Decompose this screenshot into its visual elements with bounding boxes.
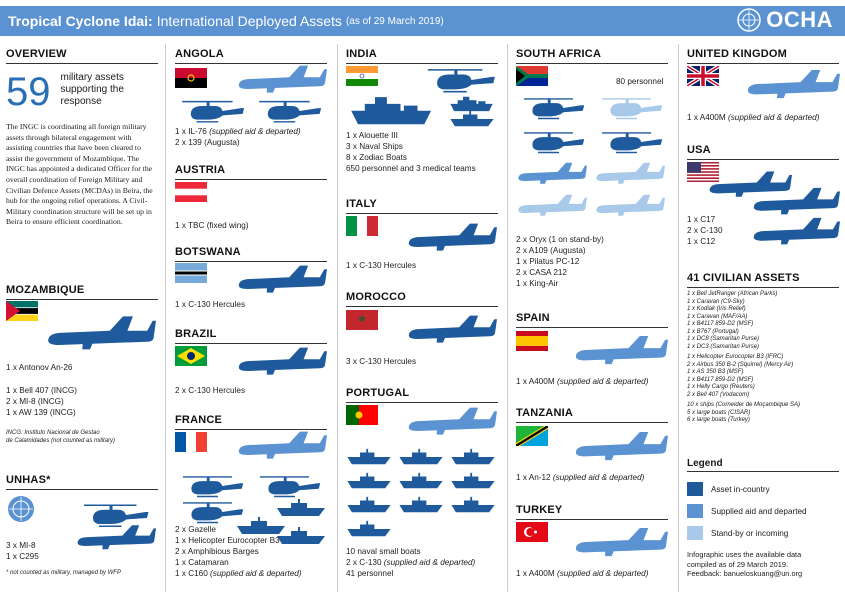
mozambique-assets — [6, 362, 77, 418]
uk-heading: UNITED KINGDOM — [687, 48, 839, 64]
mozambique-asset-3: 2 x MI-8 (INCG) — [6, 397, 64, 406]
italy-section — [346, 198, 498, 214]
civilian-heading: 41 CIVILIAN ASSETS — [687, 272, 839, 288]
zodiac-boat-icon — [448, 110, 496, 128]
c130-plane-icon — [406, 220, 498, 256]
portugal-flag — [346, 405, 378, 425]
small-boat-icon — [346, 472, 392, 490]
austria-heading: AUSTRIA — [175, 164, 327, 180]
pilatus-plane-icon — [516, 160, 588, 188]
south-africa-flag — [516, 66, 548, 86]
overview-section — [6, 48, 158, 228]
austria-asset-1: 1 x TBC (fixed wing) — [175, 221, 249, 230]
france-asset-5: 1 x C160 — [175, 569, 211, 578]
morocco-asset-1: 3 x C-130 Hercules — [346, 357, 417, 366]
civilian-asset-item: 1 x AS 350 B3 (MSF) — [687, 369, 744, 375]
overview-heading: OVERVIEW — [6, 48, 158, 64]
spain-heading: SPAIN — [516, 312, 668, 328]
south-africa-asset-1: 2 x Oryx (1 on stand-by) — [516, 235, 604, 244]
austria-flag — [175, 182, 207, 202]
botswana-heading: BOTSWANA — [175, 246, 327, 262]
botswana-section — [175, 246, 327, 262]
small-boat-icon — [346, 520, 392, 538]
ocha-logo-text: OCHA — [766, 7, 833, 32]
turkey-asset-1-status: (supplied aid & departed) — [556, 569, 649, 578]
portugal-asset-2: 2 x C-130 — [346, 558, 384, 567]
incg-note-line-1: INCG: Instituto Nacional de Gestao — [6, 430, 100, 436]
header-title: International Deployed Assets — [156, 13, 342, 29]
france-heading: FRANCE — [175, 414, 327, 430]
portugal-asset-2-status: (supplied aid & departed) — [383, 558, 476, 567]
civilian-asset-item: 2 x Airbus 350 B-2 (Squirrel) (Mercy Air) — [687, 361, 794, 368]
civilian-asset-item: 1 x Bell JetRanger (African Parks) — [687, 291, 778, 297]
usa-section — [687, 144, 839, 160]
uk-asset-1-status: (supplied aid & departed) — [727, 113, 820, 122]
brazil-section — [175, 328, 327, 344]
morocco-section — [346, 291, 498, 307]
angola-flag — [175, 68, 207, 88]
legend-section — [687, 458, 839, 579]
south-africa-assets — [516, 234, 604, 289]
south-africa-section — [516, 48, 668, 64]
oryx-helicopter-icon — [516, 94, 588, 122]
header-title-bold: Tropical Cyclone Idai: — [8, 13, 153, 29]
angola-heading: ANGOLA — [175, 48, 327, 64]
tanzania-asset-1: 1 x An-12 — [516, 473, 553, 482]
morocco-flag — [346, 310, 378, 330]
legend-item-in-country — [687, 478, 839, 500]
usa-asset-3: 1 x C12 — [687, 237, 716, 246]
civilian-asset-item: 1 x Helicopter Eurocopter B3 (IFRC) — [687, 354, 784, 360]
mozambique-asset-2: 1 x Bell 407 (INCG) — [6, 386, 77, 395]
uk-section — [687, 48, 839, 64]
angola-asset-2: 2 x 139 (Augusta) — [175, 138, 240, 147]
france-asset-3: 2 x Amphibious Barges — [175, 547, 259, 556]
small-boat-icon — [450, 496, 496, 514]
legend-label: Stand-by or incoming — [711, 528, 789, 538]
south-africa-heading: SOUTH AFRICA — [516, 48, 668, 64]
divider — [165, 44, 166, 592]
morocco-heading: MOROCCO — [346, 291, 498, 307]
footer-feedback: Feedback: banueloskuang@un.org — [687, 569, 803, 578]
spain-asset-1: 1 x A400M — [516, 377, 557, 386]
small-boat-icon — [398, 448, 444, 466]
footer-line-1: Infographic uses the available data — [687, 550, 802, 559]
legend-label: Asset in-country — [711, 484, 770, 494]
civilian-asset-item: 1 x B4117 859-D2 (MSF) — [687, 321, 754, 327]
divider — [337, 44, 338, 592]
india-asset-3: 8 x Zodiac Boats — [346, 153, 407, 162]
c130-plane-icon — [406, 312, 498, 348]
incg-note-line-2: de Calamidades (not counted as military) — [6, 437, 116, 444]
casa-plane-icon — [594, 160, 666, 188]
civilian-asset-item: 1 x B767 (Portugal) — [687, 328, 739, 335]
portugal-assets — [346, 546, 475, 579]
south-africa-asset-3: 1 x Pilatus PC-12 — [516, 257, 580, 266]
tanzania-asset-1-status: (supplied aid & departed) — [552, 473, 645, 482]
small-boat-icon — [346, 448, 392, 466]
botswana-flag — [175, 263, 207, 283]
tanzania-flag — [516, 426, 548, 446]
india-section — [346, 48, 498, 64]
tanzania-section — [516, 407, 668, 423]
footer-note — [687, 550, 839, 579]
italy-flag — [346, 216, 378, 236]
france-asset-5-status: (supplied aid & departed) — [210, 569, 302, 578]
south-africa-asset-2: 2 x A109 (Augusta) — [516, 246, 586, 255]
c130-plane-icon — [236, 344, 328, 380]
brazil-heading: BRAZIL — [175, 328, 327, 344]
legend-item-supplied — [687, 500, 839, 522]
oryx-helicopter-icon — [594, 94, 666, 122]
legend-label: Supplied aid and departed — [711, 506, 807, 516]
civilian-asset-item: 1 x Caravan (MAF/AA) — [687, 313, 748, 320]
small-boat-icon — [398, 472, 444, 490]
france-flag — [175, 432, 207, 452]
italy-heading: ITALY — [346, 198, 498, 214]
spain-flag — [516, 331, 548, 351]
a400m-plane-icon — [574, 332, 668, 370]
antonov-plane-icon — [46, 312, 156, 356]
il76-plane-icon — [236, 62, 328, 98]
india-heading: INDIA — [346, 48, 498, 64]
casa-plane-icon — [516, 192, 588, 220]
france-asset-4: 1 x Catamaran — [175, 558, 229, 567]
unhas-note: * not counted as military, managed by WFP — [6, 570, 121, 576]
military-asset-label: military assets supporting the response — [60, 72, 124, 107]
small-boat-icon — [450, 448, 496, 466]
austria-section — [175, 164, 327, 180]
c295-plane-icon — [76, 522, 156, 554]
king-air-plane-icon — [594, 192, 666, 220]
turkey-asset-1: 1 x A400M — [516, 569, 557, 578]
a400m-plane-icon — [574, 524, 668, 562]
france-assets — [175, 524, 302, 579]
civilian-asset-item: 1 x B4117 859-D2 (MSF) — [687, 376, 754, 383]
india-asset-1: 1 x Alouette III — [346, 131, 398, 140]
usa-assets — [687, 214, 723, 247]
overview-paragraph: The INGC is coordinating all foreign military assets through bilateral engagement with assisting countries that have been cleared to assist the government of Mozambique. The INGC has appointed a dedicated Officer for the overall coordination of Foreign Military and Civilian Defence Assets (MCDAs) in Beira, the hub for the ongoing relief operations. A Civil-Military coordination structure will be set up in Beira to ensure efficient coordination. — [6, 122, 153, 227]
usa-asset-2: 2 x C-130 — [687, 226, 723, 235]
legend-swatch — [687, 482, 703, 496]
legend-swatch — [687, 526, 703, 540]
portugal-asset-3: 41 personnel — [346, 569, 394, 578]
barge-boat-icon — [276, 498, 326, 518]
augusta-helicopter-icon — [175, 96, 247, 126]
civilian-asset-item: 1 x Helly Cargo (Reuters) — [687, 384, 755, 390]
header-date-note: (as of 29 March 2019) — [345, 15, 444, 27]
spain-section — [516, 312, 668, 328]
india-asset-4: 650 personnel and 3 medical teams — [346, 164, 476, 173]
uk-flag — [687, 66, 719, 86]
small-boat-icon — [346, 496, 392, 514]
mozambique-flag — [6, 301, 38, 321]
civilian-asset-item: 6 x large boats (Turkey) — [687, 417, 750, 423]
c130-plane-icon — [406, 404, 498, 440]
portugal-asset-1: 10 naval small boats — [346, 547, 421, 556]
south-africa-personnel: 80 personnel — [616, 77, 664, 86]
civilian-asset-item: 5 x large boats (CISAR) — [687, 409, 751, 416]
civilian-asset-item: 10 x ships (Corneider de Moçambique SA) — [687, 402, 801, 408]
small-boat-icon — [398, 496, 444, 514]
c160-plane-icon — [236, 428, 328, 464]
legend-swatch — [687, 504, 703, 518]
un-logo-icon — [6, 494, 36, 524]
south-africa-asset-5: 1 x King-Air — [516, 279, 559, 288]
france-asset-2: 1 x Helicopter Eurocopter B3 — [175, 536, 280, 545]
gazelle-helicopter-icon — [175, 472, 247, 500]
mozambique-asset-4: 1 x AW 139 (INCG) — [6, 408, 76, 417]
usa-heading: USA — [687, 144, 839, 160]
a400m-plane-icon — [746, 66, 840, 104]
c12-plane-icon — [752, 214, 840, 250]
naval-ship-icon — [346, 92, 438, 126]
a109-helicopter-icon — [516, 128, 588, 156]
civilian-section — [687, 272, 839, 425]
turkey-heading: TURKEY — [516, 504, 668, 520]
portugal-section — [346, 387, 498, 403]
india-asset-2: 3 x Naval Ships — [346, 142, 403, 151]
turkey-section — [516, 504, 668, 520]
civilian-asset-item: 2 x Bell 407 (Vodacom) — [687, 391, 750, 398]
a109-helicopter-icon — [594, 128, 666, 156]
south-africa-asset-4: 2 x CASA 212 — [516, 268, 567, 277]
divider — [678, 44, 679, 592]
gazelle-helicopter-icon — [252, 472, 324, 500]
unhas-heading: UNHAS* — [6, 474, 158, 490]
uk-asset-1: 1 x A400M — [687, 113, 728, 122]
civilian-asset-item: 1 x Caravan (C9-Sky) — [687, 298, 745, 305]
header-bar — [0, 6, 845, 36]
un-emblem-icon — [736, 7, 762, 33]
civilian-asset-item: 1 x Kodiak (Iris Relief) — [687, 306, 746, 312]
legend-heading: Legend — [687, 458, 839, 472]
turkey-flag — [516, 522, 548, 542]
usa-asset-1: 1 x C17 — [687, 215, 716, 224]
mozambique-section — [6, 284, 158, 300]
c130-plane-icon — [236, 262, 328, 298]
portugal-heading: PORTUGAL — [346, 387, 498, 403]
an12-plane-icon — [574, 428, 668, 466]
angola-asset-1: 1 x IL-76 — [175, 127, 210, 136]
italy-asset-1: 1 x C-130 Hercules — [346, 261, 417, 270]
botswana-asset-1: 1 x C-130 Hercules — [175, 300, 246, 309]
augusta-helicopter-icon — [252, 96, 324, 126]
civilian-asset-list — [687, 291, 839, 425]
angola-assets — [175, 126, 301, 148]
footer-line-2: compiled as of 29 March 2019. — [687, 559, 789, 569]
india-flag — [346, 66, 378, 86]
france-asset-1: 2 x Gazelle — [175, 525, 216, 534]
divider — [507, 44, 508, 592]
unhas-asset-2: 1 x C295 — [6, 552, 39, 561]
unhas-asset-1: 3 x MI-8 — [6, 541, 36, 550]
mozambique-heading: MOZAMBIQUE — [6, 284, 158, 300]
brazil-asset-1: 2 x C-130 Hercules — [175, 386, 246, 395]
mozambique-asset-1: 1 x Antonov An-26 — [6, 363, 73, 372]
tanzania-heading: TANZANIA — [516, 407, 668, 423]
civilian-asset-item: 1 x DC8 (Samaritan Purse) — [687, 336, 760, 342]
angola-asset-1-status: (supplied aid & departed) — [209, 127, 301, 136]
unhas-section — [6, 474, 158, 490]
brazil-flag — [175, 346, 207, 366]
ocha-logo — [736, 7, 833, 33]
civilian-asset-item: 1 x DC3 (Samaritan Purse) — [687, 343, 760, 350]
small-boat-icon — [450, 472, 496, 490]
legend-item-standby — [687, 522, 839, 544]
spain-asset-1-status: (supplied aid & departed) — [556, 377, 649, 386]
india-assets — [346, 130, 476, 174]
incg-note — [6, 430, 115, 445]
military-asset-count: 59 — [6, 70, 51, 114]
unhas-assets — [6, 540, 39, 562]
